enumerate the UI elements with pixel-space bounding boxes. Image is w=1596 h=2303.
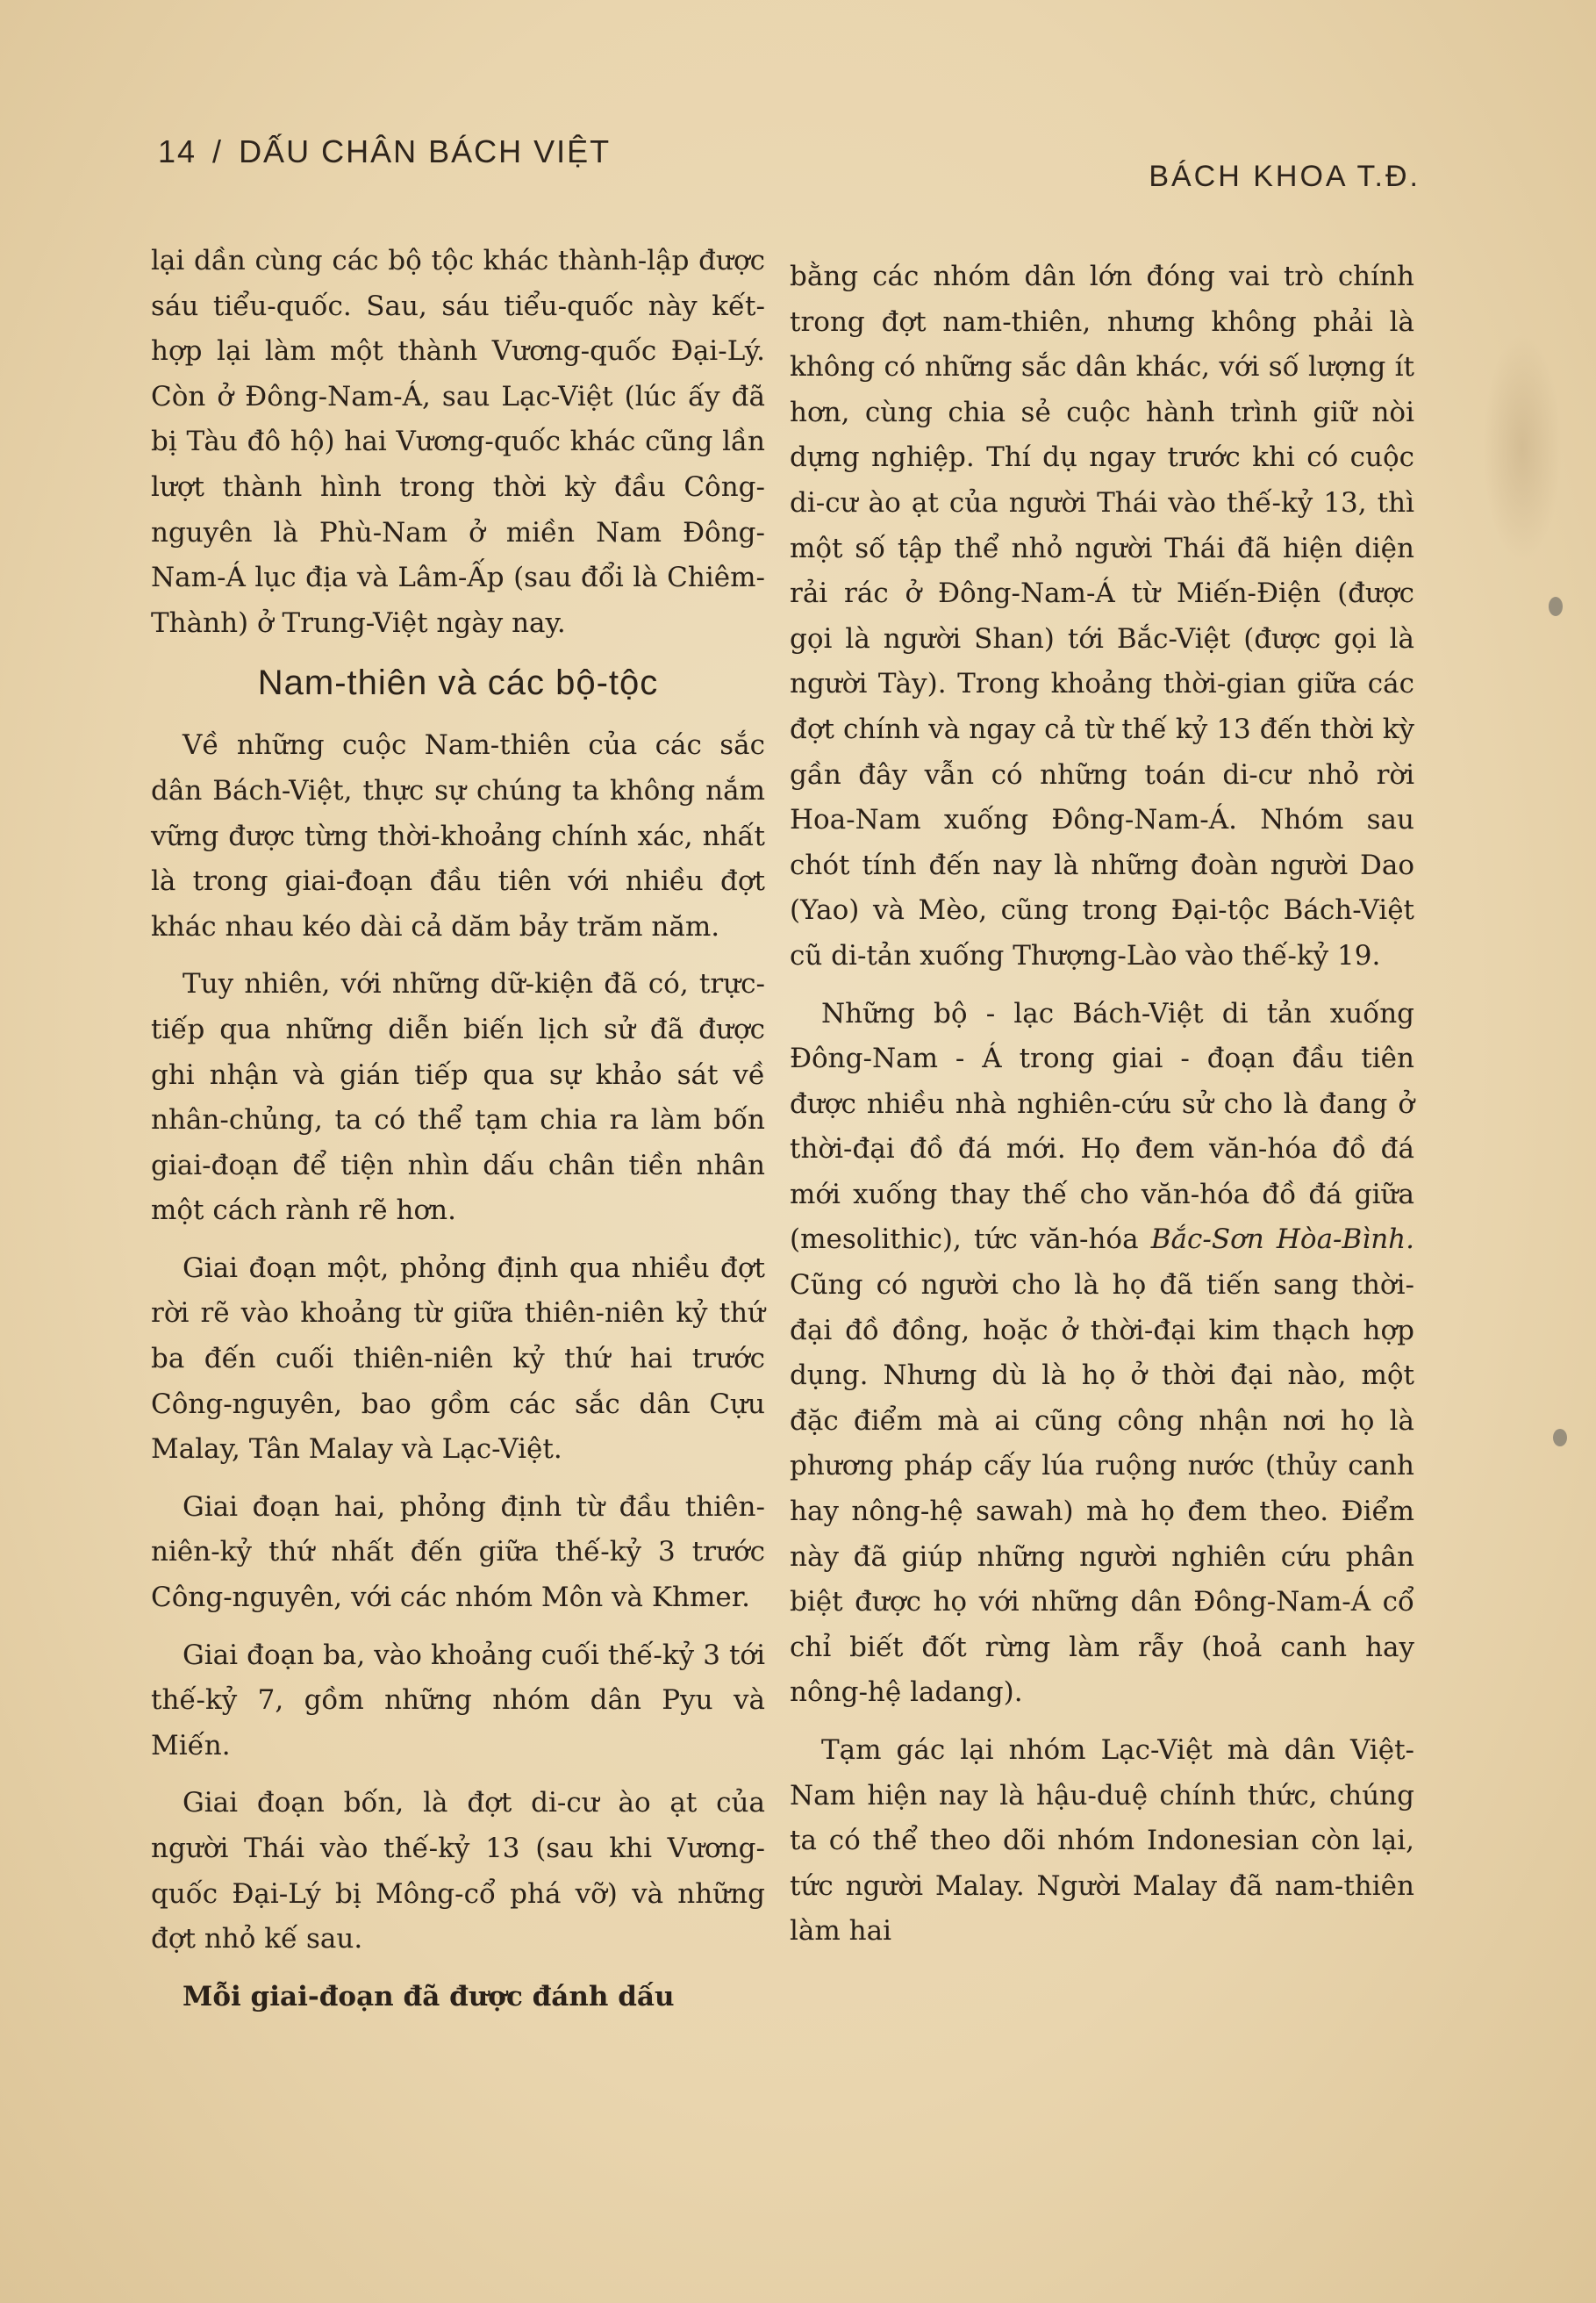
running-header (158, 133, 611, 170)
paragraph: Giai đoạn ba, vào khoảng cuối thế-kỷ 3 tới thế-kỷ 7, gồm những nhóm dân Pyu và Miến. (151, 1639, 765, 1761)
header-separator: / (212, 133, 224, 169)
paper-stain (1483, 334, 1562, 562)
publication-title: BÁCH KHOA T.Đ. (1149, 160, 1421, 193)
paragraph: lại dần cùng các bộ tộc khác thành-lập được sáu tiểu-quốc. Sau, sáu tiểu-quốc này kết-hợp lại làm một thành Vương-quốc Đại-Lý. Còn ở Đông-Nam-Á, sau Lạc-Việt (lúc ấy đã bị Tàu đô hộ) hai Vương-quốc khác cũng lần lượt thành hình trong thời kỳ đầu Công-nguyên là Phù-Nam ở miền Nam Đông-Nam-Á lục địa và Lâm-Ấp (sau đổi là Chiêm-Thành) ở Trung-Việt ngày nay. (151, 245, 765, 639)
running-title: DẤU CHÂN BÁCH VIỆT (239, 133, 612, 169)
paper-stain (1553, 1429, 1567, 1446)
paragraph-text: Những bộ - lạc Bách-Việt di tản xuống Đông-Nam - Á trong giai - đoạn đầu tiên được nhiều nhà nghiên-cứu sử cho là đang ở thời-đại đồ đá mới. Họ đem văn-hóa đồ đá mới xuống thay thế cho văn-hóa đồ đá giữa (mesolithic), tức văn-hóa (790, 997, 1414, 1256)
paragraph: Giai đoạn hai, phỏng định từ đầu thiên-niên-kỷ thứ nhất đến giữa thế-kỷ 3 trước Công-nguyên, với các nhóm Môn và Khmer. (151, 1490, 765, 1614)
page-number: 14 (158, 133, 197, 169)
paragraph-text: Cũng có người cho là họ đã tiến sang thời-đại đồ đồng, hoặc ở thời-đại kim thạch hợp dụng. Nhưng dù là họ ở thời đại nào, một đặc điểm mà ai cũng công nhận nơi họ là phương pháp cấy lúa ruộng nước (thủy canh hay nông-hệ sawah) mà họ đem theo. Điểm này đã giúp những người nghiên cứu phân biệt được họ với những dân Đông-Nam-Á cổ chỉ biết đốt rừng làm rẫy (hoả canh hay nông-hệ ladang). (790, 1269, 1414, 1709)
paragraph: Mỗi giai-đoạn đã được đánh dấu (183, 1980, 675, 2012)
paragraph: Tạm gác lại nhóm Lạc-Việt mà dân Việt-Nam hiện nay là hậu-duệ chính thức, chúng ta có thể theo dõi nhóm Indonesian còn lại, tức người Malay. Người Malay đã nam-thiên làm hai (790, 1734, 1414, 1948)
left-column (151, 239, 765, 2032)
section-heading: Nam-thiên và các bộ-tộc (257, 664, 659, 703)
paragraph: bằng các nhóm dân lớn đóng vai trò chính trong đợt nam-thiên, nhưng không phải là không có những sắc dân khác, với số lượng ít hơn, cùng chia sẻ cuộc hành trình giữ nòi dựng nghiệp. Thí dụ ngay trước khi có cuộc di-cư ào ạt của người Thái vào thế-kỷ 13, thì một số tập thể nhỏ người Thái đã hiện diện rải rác ở Đông-Nam-Á từ Miến-Điện (được gọi là người Shan) tới Bắc-Việt (được gọi là người Tày). Trong khoảng thời-gian giữa các đợt chính và ngay cả từ thế kỷ 13 đến thời kỳ gần đây vẫn có những toán di-cư nhỏ rời Hoa-Nam xuống Đông-Nam-Á. Nhóm sau chót tính đến nay là những đoàn người Dao (Yao) và Mèo, cũng trong Đại-tộc Bách-Việt cũ di-tản xuống Thượng-Lào vào thế-kỷ 19. (790, 261, 1414, 972)
paragraph: Giai đoạn bốn, là đợt di-cư ào ạt của người Thái vào thế-kỷ 13 (sau khi Vương-quốc Đại-Lý bị Mông-cổ phá vỡ) và những đợt nhỏ kế sau. (151, 1787, 765, 1955)
paragraph: Tuy nhiên, với những dữ-kiện đã có, trực-tiếp qua những diễn biến lịch sử đã được ghi nhận và gián tiếp qua sự khảo sát về nhân-chủng, ta có thể tạm chia ra làm bốn giai-đoạn để tiện nhìn dấu chân tiền nhân một cách rành rẽ hơn. (151, 968, 765, 1227)
paragraph: Về những cuộc Nam-thiên của các sắc dân Bách-Việt, thực sự chúng ta không nắm vững được từng thời-khoảng chính xác, nhất là trong giai-đoạn đầu tiên với nhiều đợt khác nhau kéo dài cả dăm bảy trăm năm. (151, 729, 765, 943)
italic-term: Bắc-Sơn Hòa-Bình. (1150, 1223, 1415, 1256)
right-column (790, 255, 1414, 1967)
paper-stain (1549, 597, 1563, 616)
paragraph: Giai đoạn một, phỏng định qua nhiều đợt rời rẽ vào khoảng từ giữa thiên-niên kỷ thứ ba đến cuối thiên-niên kỷ thứ hai trước Công-nguyên, bao gồm các sắc dân Cựu Malay, Tân Malay và Lạc-Việt. (151, 1252, 765, 1466)
paragraph (790, 992, 1414, 1717)
